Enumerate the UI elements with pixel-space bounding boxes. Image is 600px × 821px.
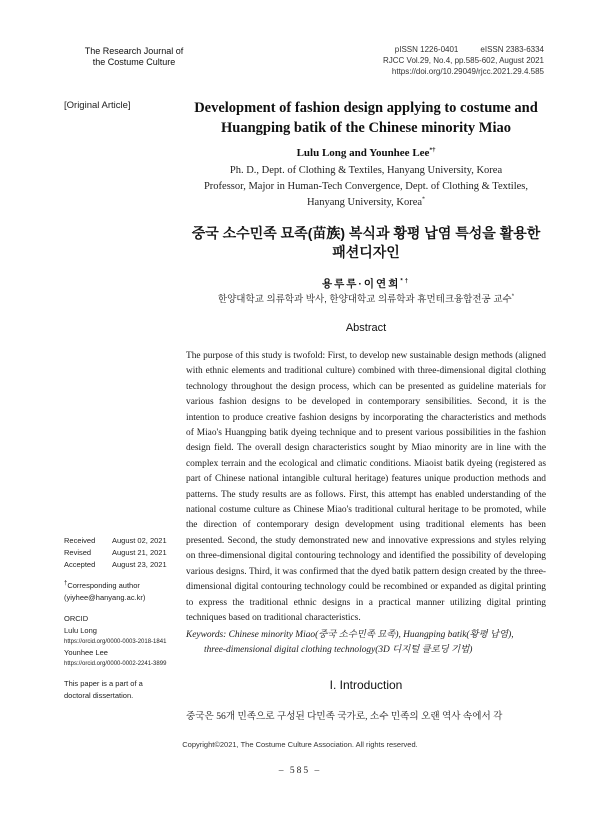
- revised-date: August 21, 2021: [112, 548, 167, 557]
- authors-english-names: Lulu Long and Younhee Lee: [296, 147, 430, 159]
- corresponding-author-mark: †: [64, 580, 68, 587]
- authors-korean: [186, 276, 546, 291]
- affiliation-english: [186, 163, 546, 211]
- accepted-row: [64, 559, 174, 571]
- abstract-body: The purpose of this study is twofold: First, to develop new sustainable design methods (aligned with ethnic elements and traditional culture) combined with three-dimensional digital clothing technology throughout the design process, which can be presented as guideline materials for various fashion designs to be developed in contemporary sensibilities. Second, it is the intention to produce creative fashion designs by incorporating the characteristics and methods of Miao's Huangping batik dyeing technique and to present various possibilities in the fashion design field. The overall design characteristics sought by Miao minority are in line with the complex terrain and the ecological and climatic conditions. Miaoist batik dyeing (registered as part of Chinese national intangible cultural heritage) features unique production methods and patterns. The study results are as follows. First, this attempt has enabled understanding of the national costume culture as Chinese Miao's traditional cultural heritage to be promoted, while the direction of contemporary design development using traditional elements has been presented. Second, the study demonstrated new and innovative expressions and styles relying on three-dimensional digital contouring technology and identified the possibility of developing various designs. Third, it was confirmed that the dyed batik pattern design created by the three-dimensional digital contouring technology could be recombined or expanded as digital printing to express the traditional ethnic designs in a practical manner utilizing digital printing techniques based on traditional characteristics.: [186, 351, 546, 623]
- journal-name-line1: The Research Journal of: [84, 46, 184, 56]
- title-korean-line2: 패션디자인: [332, 244, 400, 260]
- doi-link[interactable]: https://doi.org/10.29049/rjcc.2021.29.4.585: [391, 67, 544, 76]
- authors-korean-names: 용루루·이연희: [321, 278, 401, 290]
- title-korean-line1: 중국 소수민족 묘족(苗族) 복식과 황평 납염 특성을 활용한: [191, 225, 541, 241]
- article-sidebar: [64, 535, 174, 702]
- accepted-label: Accepted: [64, 560, 96, 569]
- abstract-heading: Abstract: [345, 322, 387, 334]
- affiliation-korean-mark: *: [511, 293, 515, 300]
- affiliation-english-line1: Ph. D., Dept. of Clothing & Textiles, Hanyang University, Korea: [229, 165, 503, 176]
- journal-name-line2: the Costume Culture: [92, 57, 176, 67]
- keywords-line1: Keywords: Chinese minority Miao(중국 소수민족 묘족), Huangping batik(황평 납염),: [186, 630, 514, 640]
- title-english: [186, 98, 546, 138]
- affiliation-mark: *: [422, 196, 426, 203]
- author1-orcid-link[interactable]: https://orcid.org/0000-0003-2018-1841: [64, 639, 167, 645]
- affiliation-korean-text: 한양대학교 의류학과 박사, 한양대학교 의류학과 휴먼테크융합전공 교수: [217, 294, 512, 305]
- citation: RJCC Vol.29, No.4, pp.585-602, August 2021: [383, 56, 544, 65]
- affiliation-korean: [186, 291, 546, 305]
- accepted-date: August 23, 2021: [112, 560, 167, 569]
- journal-name: [64, 46, 204, 68]
- revised-row: [64, 547, 174, 559]
- corresponding-email[interactable]: (yiyhee@hanyang.ac.kr): [64, 593, 146, 602]
- received-row: [64, 535, 174, 547]
- received-date: August 02, 2021: [112, 536, 167, 545]
- affiliation-english-line3-text: Hanyang University, Korea: [306, 197, 423, 208]
- dissertation-note-line2: doctoral dissertation.: [64, 691, 134, 700]
- eissn: eISSN 2383-6334: [480, 45, 544, 54]
- corresponding-author: [64, 580, 174, 592]
- publication-meta: [383, 44, 544, 77]
- copyright-notice: Copyright©2021, The Costume Culture Association. All rights reserved.: [182, 740, 418, 749]
- dissertation-note-line1: This paper is a part of a: [64, 679, 143, 688]
- title-english-line2: Huangping batik of the Chinese minority Miao: [220, 120, 512, 136]
- article-type: [Original Article]: [64, 100, 131, 111]
- keywords-line2: three-dimensional digital clothing technology(3D 디지털 클로딩 기법): [204, 645, 473, 655]
- page-number: – 585 –: [278, 766, 322, 776]
- revised-label: Revised: [64, 548, 92, 557]
- title-korean: [186, 224, 546, 262]
- title-english-line1: Development of fashion design applying to costume and: [194, 100, 538, 116]
- introduction-first-line: 중국은 56개 민족으로 구성된 다민족 국가로, 소수 민족의 오랜 역사 속에서 각: [186, 711, 503, 722]
- corresponding-author-label: Corresponding author: [67, 581, 140, 590]
- author1-name: Lulu Long: [64, 626, 97, 635]
- affiliation-english-line2: Professor, Major in Human-Tech Convergence, Dept. of Clothing & Textiles,: [203, 181, 529, 192]
- corresponding-mark: *†: [429, 147, 436, 154]
- keywords: [186, 628, 546, 658]
- authors-english: [186, 147, 546, 159]
- pissn: pISSN 1226-0401: [394, 45, 459, 54]
- affiliation-english-line3: [186, 195, 546, 211]
- orcid-label: ORCID: [64, 614, 89, 623]
- issn-row: [383, 44, 544, 55]
- authors-korean-mark: *†: [400, 278, 411, 285]
- author2-name: Younhee Lee: [64, 648, 108, 657]
- introduction-heading: I. Introduction: [329, 678, 403, 692]
- received-label: Received: [64, 536, 96, 545]
- author2-orcid-link[interactable]: https://orcid.org/0000-0002-2241-3899: [64, 661, 167, 667]
